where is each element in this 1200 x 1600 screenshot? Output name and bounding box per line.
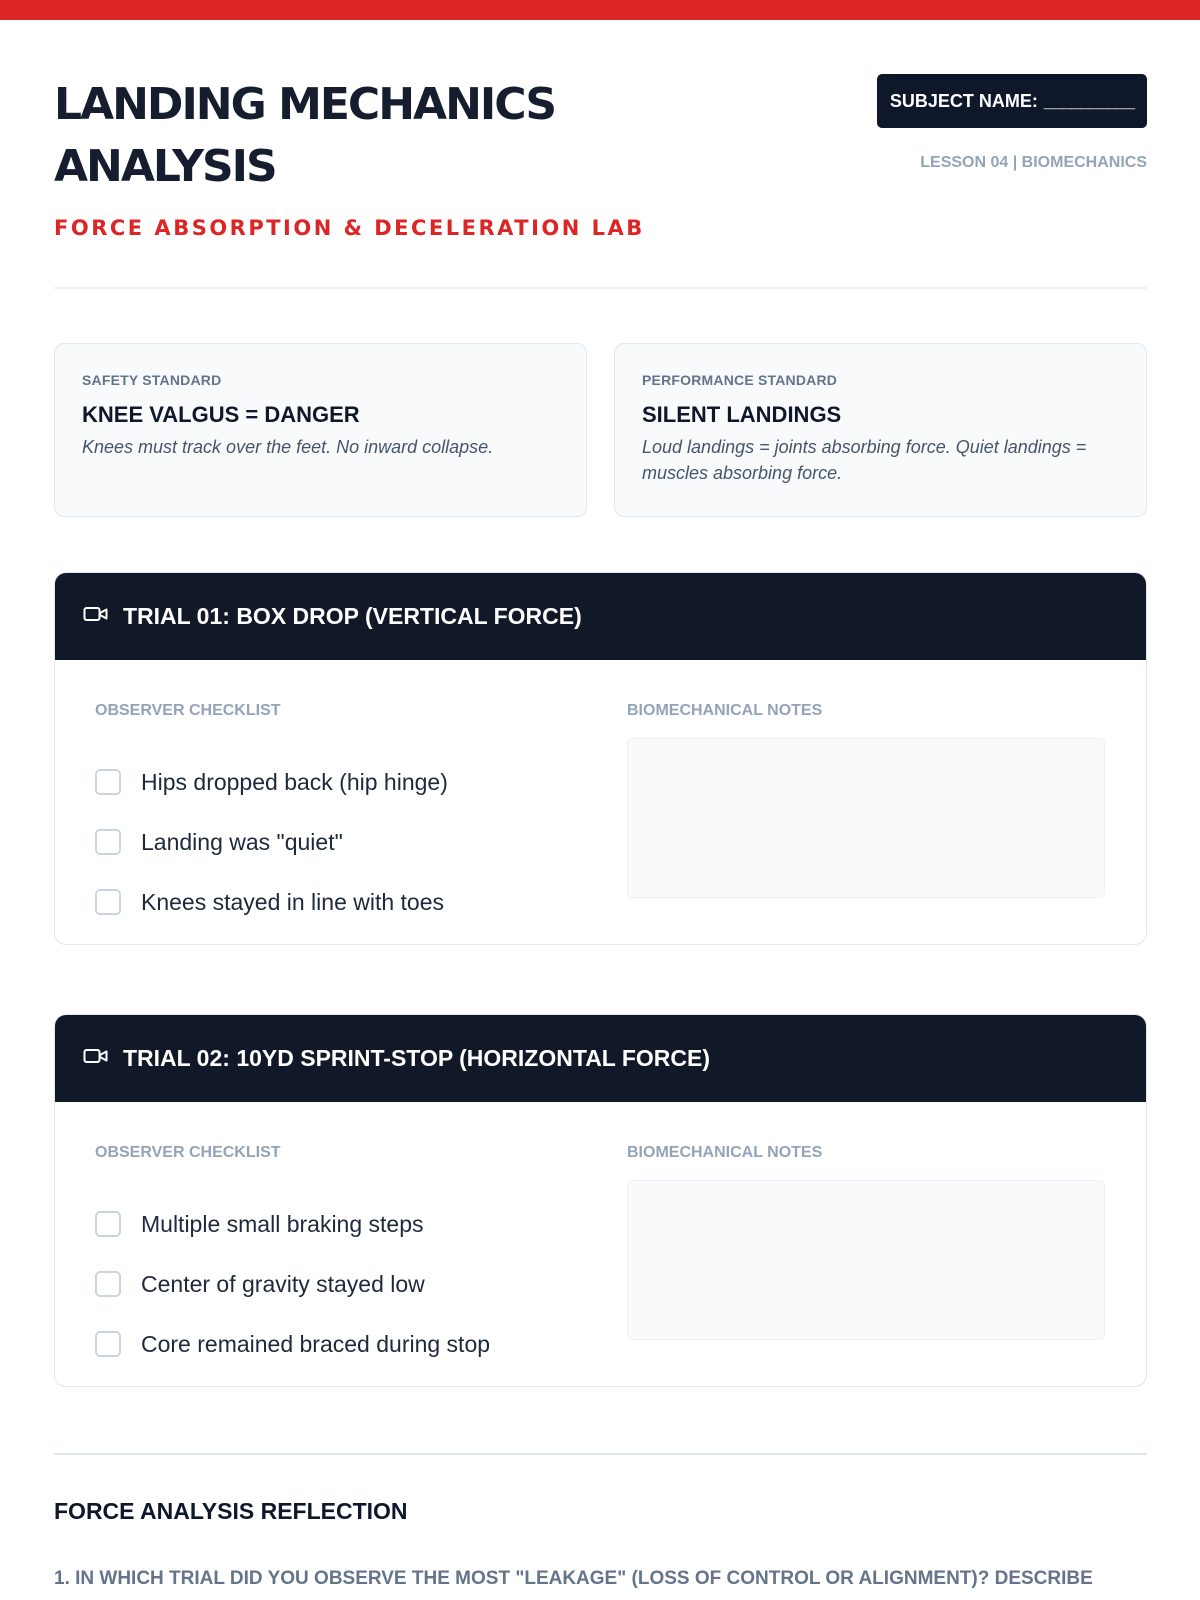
trial-02-card	[54, 1014, 1147, 1387]
checkbox[interactable]	[95, 1331, 121, 1357]
video-camera-icon	[83, 1047, 109, 1070]
checklist-item[interactable]	[95, 812, 448, 872]
observer-checklist	[95, 1194, 490, 1374]
trial-body	[55, 1102, 1146, 1386]
checklist-item[interactable]	[95, 872, 448, 932]
checkbox[interactable]	[95, 889, 121, 915]
trial-title: TRIAL 01: BOX DROP (VERTICAL FORCE)	[123, 603, 582, 629]
biomechanical-notes-field[interactable]	[627, 1180, 1105, 1340]
checkbox[interactable]	[95, 829, 121, 855]
checklist-item[interactable]	[95, 1194, 490, 1254]
standard-description: Knees must track over the feet. No inward collapse.	[82, 437, 494, 457]
checklist-item-label: Knees stayed in line with toes	[141, 888, 445, 915]
trial-body	[55, 660, 1146, 944]
subject-name-field[interactable]	[877, 74, 1147, 128]
trial-header	[55, 573, 1146, 660]
subject-name-blank[interactable]: __________	[1043, 90, 1134, 111]
section-divider	[54, 1453, 1147, 1455]
page-subtitle: FORCE ABSORPTION & DECELERATION LAB	[54, 216, 645, 240]
observer-checklist-label: OBSERVER CHECKLIST	[95, 702, 281, 719]
standard-label: SAFETY STANDARD	[82, 372, 222, 388]
observer-checklist	[95, 752, 448, 932]
checkbox[interactable]	[95, 769, 121, 795]
standard-title: KNEE VALGUS = DANGER	[82, 402, 360, 427]
performance-standard-card	[614, 343, 1147, 517]
biomechanical-notes-label: BIOMECHANICAL NOTES	[627, 702, 823, 719]
trial-title: TRIAL 02: 10YD SPRINT-STOP (HORIZONTAL FORCE)	[123, 1045, 710, 1071]
safety-standard-card	[54, 343, 587, 517]
observer-checklist-label: OBSERVER CHECKLIST	[95, 1144, 281, 1161]
checkbox[interactable]	[95, 1271, 121, 1297]
checklist-item-label: Multiple small braking steps	[141, 1210, 424, 1237]
video-camera-icon	[83, 605, 109, 628]
biomechanical-notes-label: BIOMECHANICAL NOTES	[627, 1144, 823, 1161]
checklist-item-label: Center of gravity stayed low	[141, 1270, 425, 1297]
reflection-question-1: 1. IN WHICH TRIAL DID YOU OBSERVE THE MOST "LEAKAGE" (LOSS OF CONTROL OR ALIGNMENT)? DESCRIBE	[54, 1568, 1093, 1589]
trial-header	[55, 1015, 1146, 1102]
page-title: LANDING MECHANICS ANALYSIS	[54, 79, 556, 192]
checklist-item-label: Landing was "quiet"	[141, 828, 343, 855]
reflection-title: FORCE ANALYSIS REFLECTION	[54, 1498, 408, 1524]
checklist-item[interactable]	[95, 752, 448, 812]
standard-title: SILENT LANDINGS	[642, 402, 842, 427]
subject-name-label: SUBJECT NAME:	[889, 90, 1038, 111]
standard-label: PERFORMANCE STANDARD	[642, 372, 838, 388]
checklist-item-label: Core remained braced during stop	[141, 1330, 491, 1357]
lesson-tag: LESSON 04 | BIOMECHANICS	[920, 154, 1147, 171]
biomechanical-notes-field[interactable]	[627, 738, 1105, 898]
checkbox[interactable]	[95, 1211, 121, 1237]
page-header	[54, 74, 1147, 289]
checklist-item[interactable]	[95, 1254, 490, 1314]
top-accent-bar	[0, 0, 1200, 20]
standard-description: Loud landings = joints absorbing force. Quiet landings = muscles absorbing force.	[642, 437, 1087, 483]
checklist-item[interactable]	[95, 1314, 490, 1374]
checklist-item-label: Hips dropped back (hip hinge)	[141, 768, 448, 795]
trial-01-card	[54, 572, 1147, 945]
